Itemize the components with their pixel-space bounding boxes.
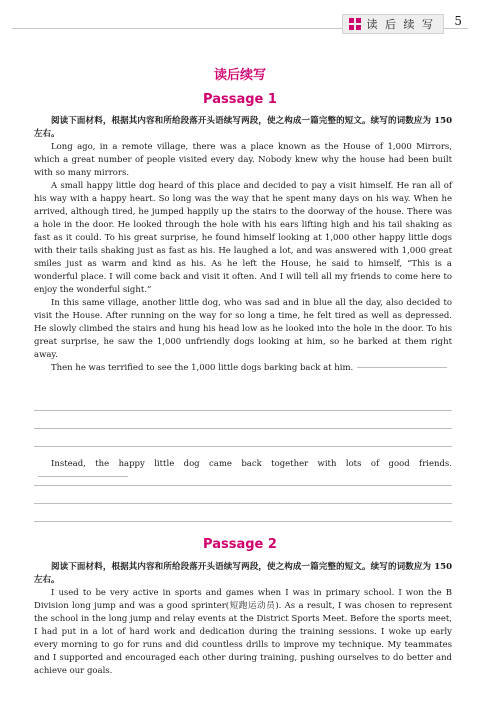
passage-1-instruction: 阅读下面材料，根据其内容和所给段落开头语续写两段，使之构成一篇完整的短文。续写的词数应为 150 左右。 (34, 116, 452, 139)
passage-2-title: Passage 2 (203, 537, 277, 552)
writing-line[interactable] (357, 367, 447, 368)
writing-line[interactable] (34, 446, 452, 447)
flower-icon (349, 18, 361, 30)
passage-1-prompt-2 (34, 458, 452, 484)
section-title: 读 后 续 写 (366, 18, 435, 31)
passage-1-title: Passage 1 (203, 92, 277, 107)
passage-2-body (34, 561, 452, 678)
writing-line[interactable] (34, 521, 452, 522)
writing-line[interactable] (38, 476, 128, 477)
passage-1-paragraph: In this same village, another little dog, who was sad and in blue all the day, also decided to visit the House. After running on the way for so long a time, he felt tired as well as depressed. He slowly climbed the stairs and hung his head low as he looked into the hole in the door. To his great surprise, he saw the 1,000 unfriendly dogs looking at him, so he barked at them right away. (34, 298, 452, 360)
passage-1-paragraph: Long ago, in a remote village, there was a place known as the House of 1,000 Mirrors, which a great number of people visited every day. Nobody knew why the house had been built with so many mirrors. (34, 142, 452, 178)
page-number: 5 (454, 14, 462, 28)
page-header (0, 0, 480, 40)
writing-line[interactable] (34, 428, 452, 429)
main-title: 读后续写 (213, 68, 266, 83)
prompt-1-text: Then he was terrified to see the 1,000 little dogs barking back at him. (51, 363, 354, 373)
section-label (342, 14, 445, 34)
writing-line[interactable] (34, 410, 452, 411)
passage-2-paragraph: I used to be very active in sports and games when I was in primary school. I won the B Division long jump and was a good sprinter(短跑运动员). As a result, I was chosen to represent the school in the long jump and relay events at the District Sports Meet. Before the sports meet, I had put in a lot of hard work and dedication during the training sessions. I woke up early every morning to go for runs and did countless drills to improve my technique. My teammates and I supported and encouraged each other during training, pushing ourselves to do better and achieve our goals. (34, 588, 452, 676)
writing-line[interactable] (34, 503, 452, 504)
passage-2-instruction: 阅读下面材料，根据其内容和所给段落开头语续写两段，使之构成一篇完整的短文。续写的词数应为 150 左右。 (34, 562, 452, 585)
passage-1-prompt-2-block (34, 458, 452, 484)
writing-line[interactable] (34, 485, 452, 486)
prompt-2-text: Instead, the happy little dog came back together with lots of good friends. (51, 459, 452, 469)
passage-1-paragraph: A small happy little dog heard of this place and decided to pay a visit himself. He ran all of his way with a happy heart. So long was the way that he spent many days on his way. When he arrived, although tired, he jumped happily up the stairs to the doorway of the house. There was a hole in the door. He looked through the hole with his ears lifting high and his tail shaking as fast as it could. To his great surprise, he found himself looking at 1,000 other happy little dogs with their tails shaking just as fast as his. He laughed a lot, and was answered with 1,000 great smiles just as warm and kind as his. As he left the House, he said to himself, “This is a wonderful place. I will come back and visit it often. And I will tell all my friends to come here to enjoy the wonderful sight.” (34, 181, 452, 295)
passage-1-prompt-1 (34, 362, 452, 375)
passage-1-body (34, 115, 452, 375)
